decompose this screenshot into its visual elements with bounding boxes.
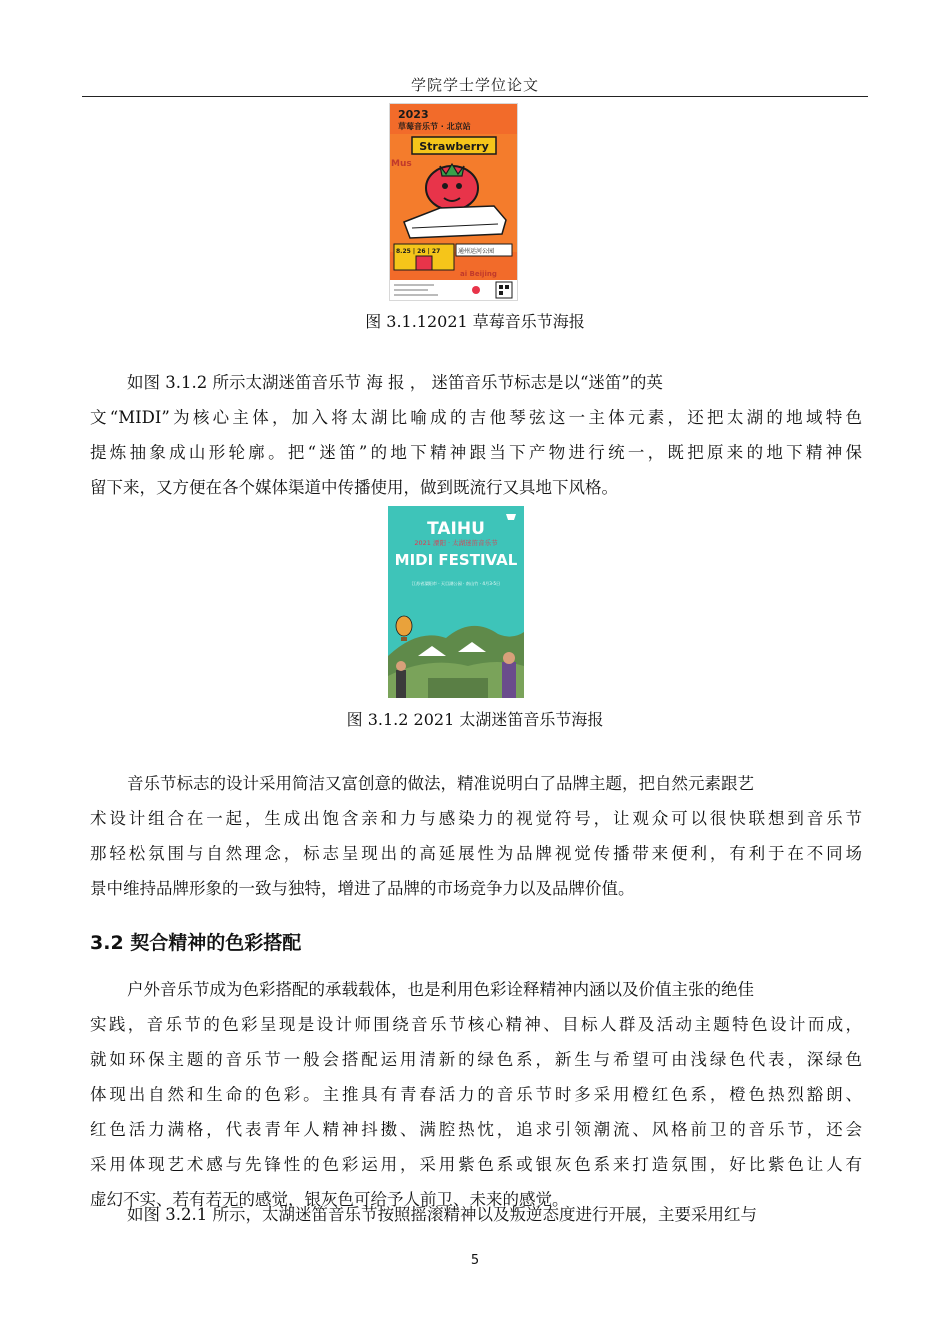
paragraph-line: 如图 3.2.1 所示，太湖迷笛音乐节按照摇滚精神以及叛逆态度进行开展，主要采用红与 [127,1205,757,1224]
paragraph-line: 术设计组合在一起，生成出饱含亲和力与感染力的视觉符号，让观众可以很快联想到音乐节 [90,809,862,828]
paragraph-line: 提炼抽象成山形轮廓。把“迷笛”的地下精神跟当下产物进行统一，既把原来的地下精神保 [90,443,862,462]
poster-title: 草莓音乐节 · 北京站 [398,122,471,131]
band-label: Strawberry [419,140,489,153]
poster-year: 2023 [398,108,429,121]
header-rule [82,96,868,97]
hot-air-balloon-icon [396,616,412,636]
music-note-icon [416,256,432,270]
poster-city-text: ai Beijing [460,270,497,278]
crowd-illustration [428,678,488,698]
poster-subtitle: 2021 溧阳 · 太湖迷笛音乐节 [414,539,498,547]
paragraph-2 [90,766,862,906]
paragraph-line: 虚幻不实、若有若无的感觉，银灰色可给予人前卫、未来的感觉。 [90,1190,569,1209]
taihu-midi-festival-poster [388,506,524,698]
paragraph-line: 实践，音乐节的色彩呈现是设计师围绕音乐节核心精神、目标人群及活动主题特色设计而成， [90,1015,862,1034]
poster-title-line2: MIDI FESTIVAL [394,551,518,569]
poster-venue: 通州运河公园 [458,248,495,255]
strawberry-festival-poster [389,103,518,301]
paragraph-line: 红色活力满格，代表青年人精神抖擞、满腔热忱，追求引领潮流、风格前卫的音乐节，还会 [90,1120,862,1139]
running-header: 学院学士学位论文 [410,76,539,94]
poster-title-line1: TAIHU [427,519,485,539]
paragraph-line: 那轻松氛围与自然理念，标志呈现出的高延展性为品牌视觉传播带来便利，有利于在不同场 [90,844,862,863]
paragraph-4 [90,1197,862,1232]
person-silhouette [396,670,406,698]
figure1-caption: 图 3.1.12021 草莓音乐节海报 [365,312,585,331]
figure2-caption: 图 3.1.2 2021 太湖迷笛音乐节海报 [346,710,604,729]
paragraph-line: 文“MIDI”为核心主体，加入将太湖比喻成的吉他琴弦这一主体元素，还把太湖的地域特色 [90,408,862,427]
strawberry-poster-art [390,104,517,300]
paragraph-line: 如图 3.1.2 所示太湖迷笛音乐节 海 报 ， 迷笛音乐节标志是以“迷笛”的英 [127,373,663,392]
person-silhouette [502,662,516,698]
paragraph-line: 景中维持品牌形象的一致与独特，增进了品牌的市场竞争力以及品牌价值。 [90,879,635,898]
poster-dates: 8.25 | 26 | 27 [396,248,441,255]
paragraph-3 [90,972,862,1217]
paragraph-1 [90,365,862,505]
taihu-poster-art [388,506,524,698]
sponsor-logo-icon [472,286,480,294]
page-number: 5 [470,1253,480,1268]
poster-info: 江苏省溧阳市 · 天目湖公园 · 南山竹 · 4月3-5日 [411,581,501,586]
paragraph-line: 就如环保主题的音乐节一般会搭配运用清新的绿色系，新生与希望可由浅绿色代表，深绿色 [90,1050,862,1069]
qr-code-icon [496,282,512,298]
poster-side-text: Mus [391,159,412,169]
paragraph-line: 采用体现艺术感与先锋性的色彩运用，采用紫色系或银灰色系来打造氛围，好比紫色让人有 [90,1155,862,1174]
paragraph-line: 体现出自然和生命的色彩。主推具有青春活力的音乐节时多采用橙红色系，橙色热烈豁朗、 [90,1085,862,1104]
paragraph-line: 户外音乐节成为色彩搭配的承载载体，也是利用色彩诠释精神内涵以及价值主张的绝佳 [127,980,754,999]
paragraph-line: 音乐节标志的设计采用简洁又富创意的做法，精准说明白了品牌主题，把自然元素跟艺 [127,774,754,793]
section-heading: 3.2 契合精神的色彩搭配 [90,932,302,954]
paragraph-line: 留下来，又方便在各个媒体渠道中传播使用，做到既流行又具地下风格。 [90,478,618,497]
